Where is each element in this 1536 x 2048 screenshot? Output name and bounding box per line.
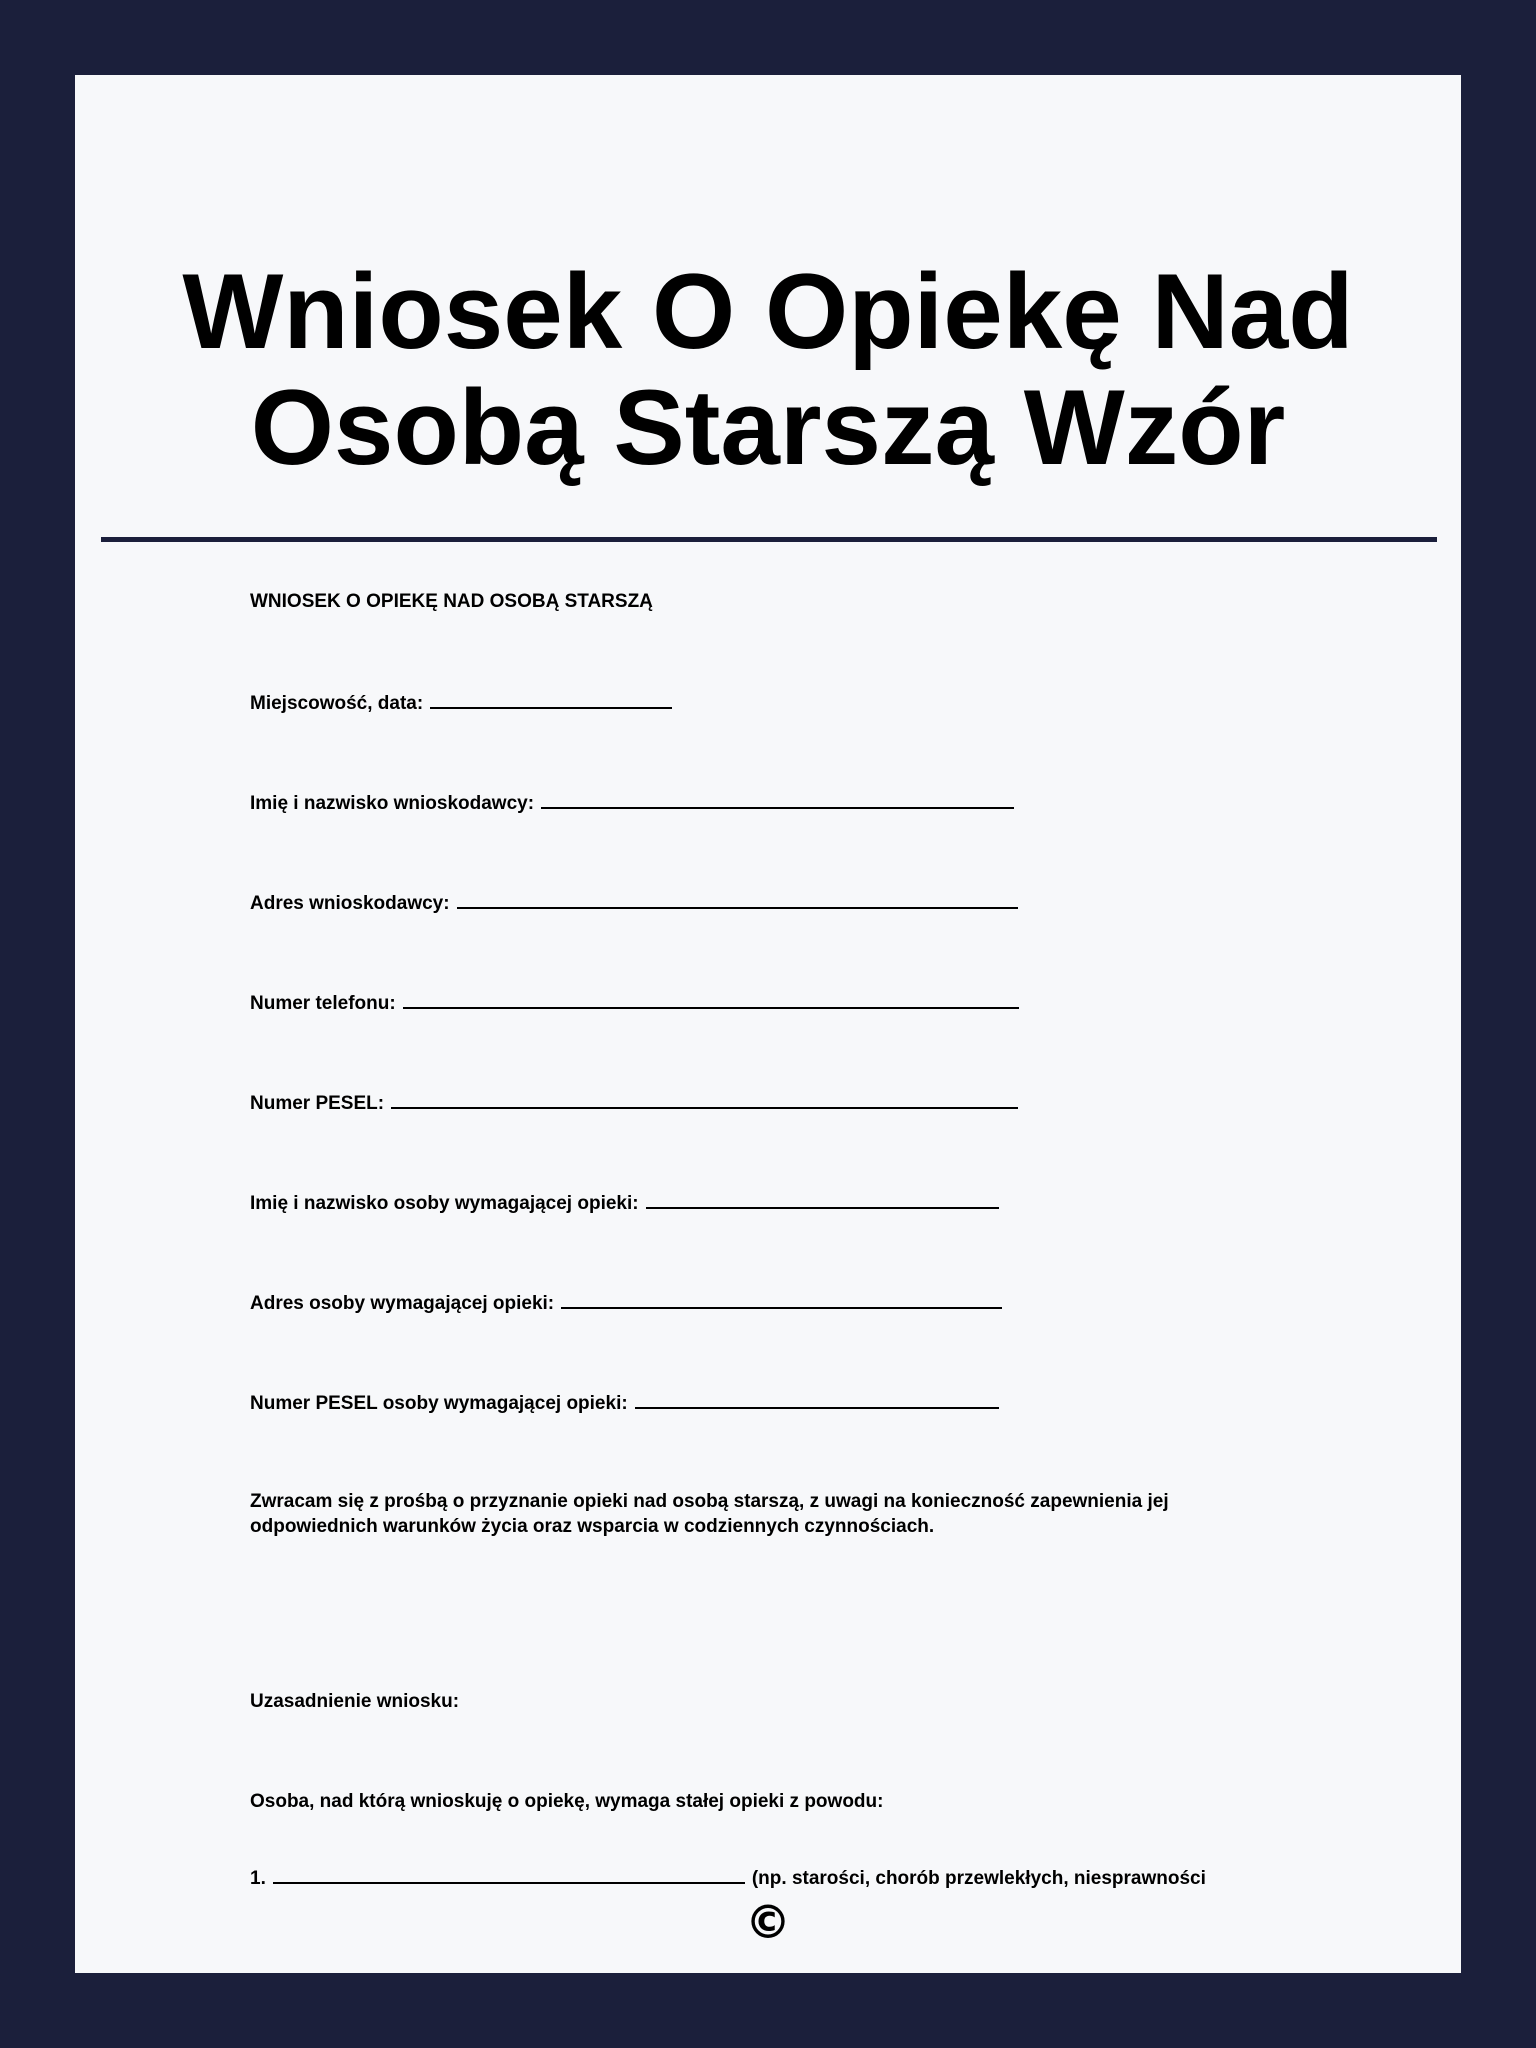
fill-line <box>273 1864 745 1884</box>
fill-line <box>430 689 672 709</box>
field-label: Numer PESEL: <box>250 1093 385 1114</box>
title-line-2: Osobą Starszą Wzór <box>250 367 1286 487</box>
document-title <box>75 253 1461 485</box>
field-label: Imię i nazwisko wnioskodawcy: <box>250 793 535 814</box>
fill-line <box>635 1389 999 1409</box>
field-place-date <box>250 689 672 716</box>
request-paragraph: Zwracam się z prośbą o przyznanie opieki nad osobą starszą, z uwagi na konieczność zapewnienia jej odpowiednich warunków życia oraz wsparcia w codziennych czynnościach. <box>250 1491 1169 1537</box>
title-divider <box>101 537 1437 542</box>
field-label: Imię i nazwisko osoby wymagającej opieki: <box>250 1193 639 1214</box>
fill-line <box>541 789 1014 809</box>
reason-item-hint: (np. starości, chorób przewlekłych, niesprawności <box>751 1868 1206 1889</box>
field-care-person-name <box>250 1189 999 1216</box>
title-line-1: Wniosek O Opiekę Nad <box>182 251 1354 371</box>
reason-item-number: 1. <box>250 1868 266 1889</box>
field-applicant-address <box>250 889 1018 916</box>
fill-line <box>403 989 1019 1009</box>
form-heading: WNIOSEK O OPIEKĘ NAD OSOBĄ STARSZĄ <box>250 591 653 612</box>
document-page <box>75 75 1461 1973</box>
field-phone <box>250 989 1019 1016</box>
fill-line <box>646 1189 999 1209</box>
field-label: Miejscowość, data: <box>250 693 424 714</box>
field-pesel <box>250 1089 1018 1116</box>
justification-label: Uzasadnienie wniosku: <box>250 1691 460 1712</box>
reason-item-1 <box>250 1864 1206 1891</box>
field-care-person-pesel <box>250 1389 999 1416</box>
field-care-person-address <box>250 1289 1002 1316</box>
fill-line <box>561 1289 1002 1309</box>
fill-line <box>457 889 1018 909</box>
fill-line <box>391 1089 1018 1109</box>
field-label: Numer telefonu: <box>250 993 396 1014</box>
reason-intro: Osoba, nad którą wnioskuję o opiekę, wymaga stałej opieki z powodu: <box>250 1791 884 1812</box>
field-label: Numer PESEL osoby wymagającej opieki: <box>250 1393 628 1414</box>
copyright-icon: © <box>745 1895 791 1949</box>
field-label: Adres wnioskodawcy: <box>250 893 450 914</box>
field-applicant-name <box>250 789 1014 816</box>
field-label: Adres osoby wymagającej opieki: <box>250 1293 555 1314</box>
